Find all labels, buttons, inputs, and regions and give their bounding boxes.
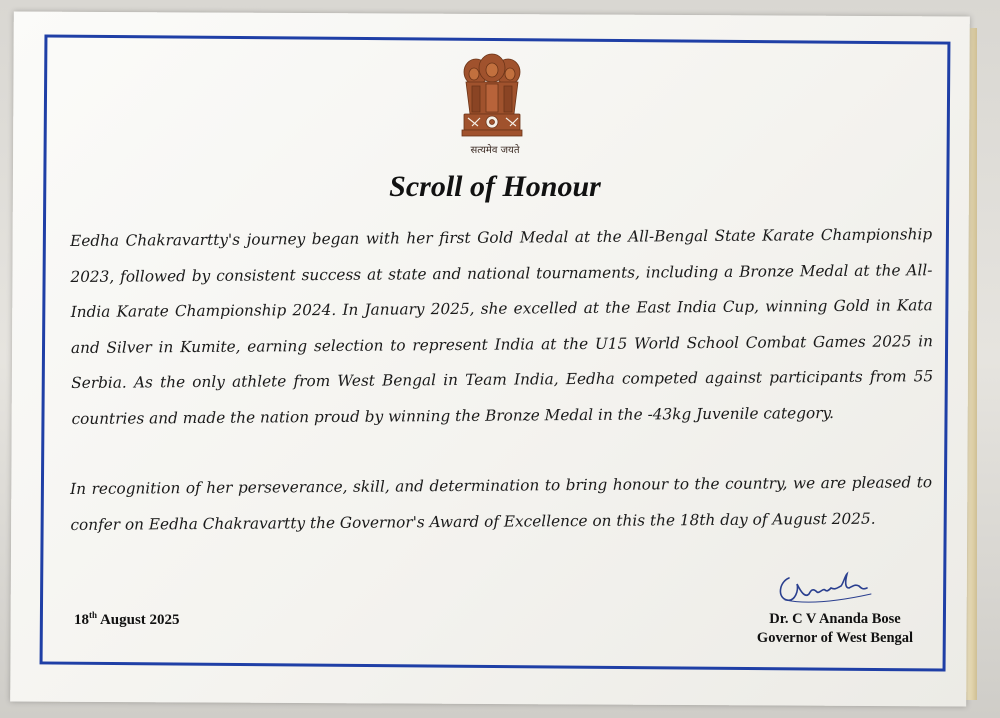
citation-paragraph-2: In recognition of her perseverance, skill, and determination to bring honour to the country, we are pleased to confer on Eedha Chakravartty the Governor's Award of Excellence on this the 18th day of August 2025. (70, 473, 933, 534)
issue-date (74, 610, 180, 629)
signatory-name: Dr. C V Ananda Bose (769, 611, 901, 627)
certificate-title: Scroll of Honour (389, 170, 601, 203)
emblem-motto: सत्यमेव जयते (470, 145, 520, 156)
signatory-block (735, 610, 935, 648)
signature-icon (775, 568, 885, 612)
signatory-title: Governor of West Bengal (756, 630, 914, 646)
issue-date-suffix: th (89, 610, 98, 620)
issue-date-day: 18 (74, 612, 89, 628)
issue-date-month-year: August 2025 (97, 612, 180, 628)
citation-paragraph-1: Eedha Chakravartty's journey began with her first Gold Medal at the All-Bengal State Karate Championship 2023, followed by consistent success at state and national tournaments, including a Bronze Medal at the All-India Karate Championship 2024. In January 2025, she excelled at the East India Cup, winning Gold in Kata and Silver in Kumite, earning selection to represent India at the U15 World School Combat Games 2025 in Serbia. As the only athlete from West Bengal in Team India, Eedha competed against participants from 55 countries and made the nation proud by winning the Bronze Medal in the -43kg Juvenile category. (70, 225, 934, 428)
national-emblem-icon (452, 52, 532, 152)
